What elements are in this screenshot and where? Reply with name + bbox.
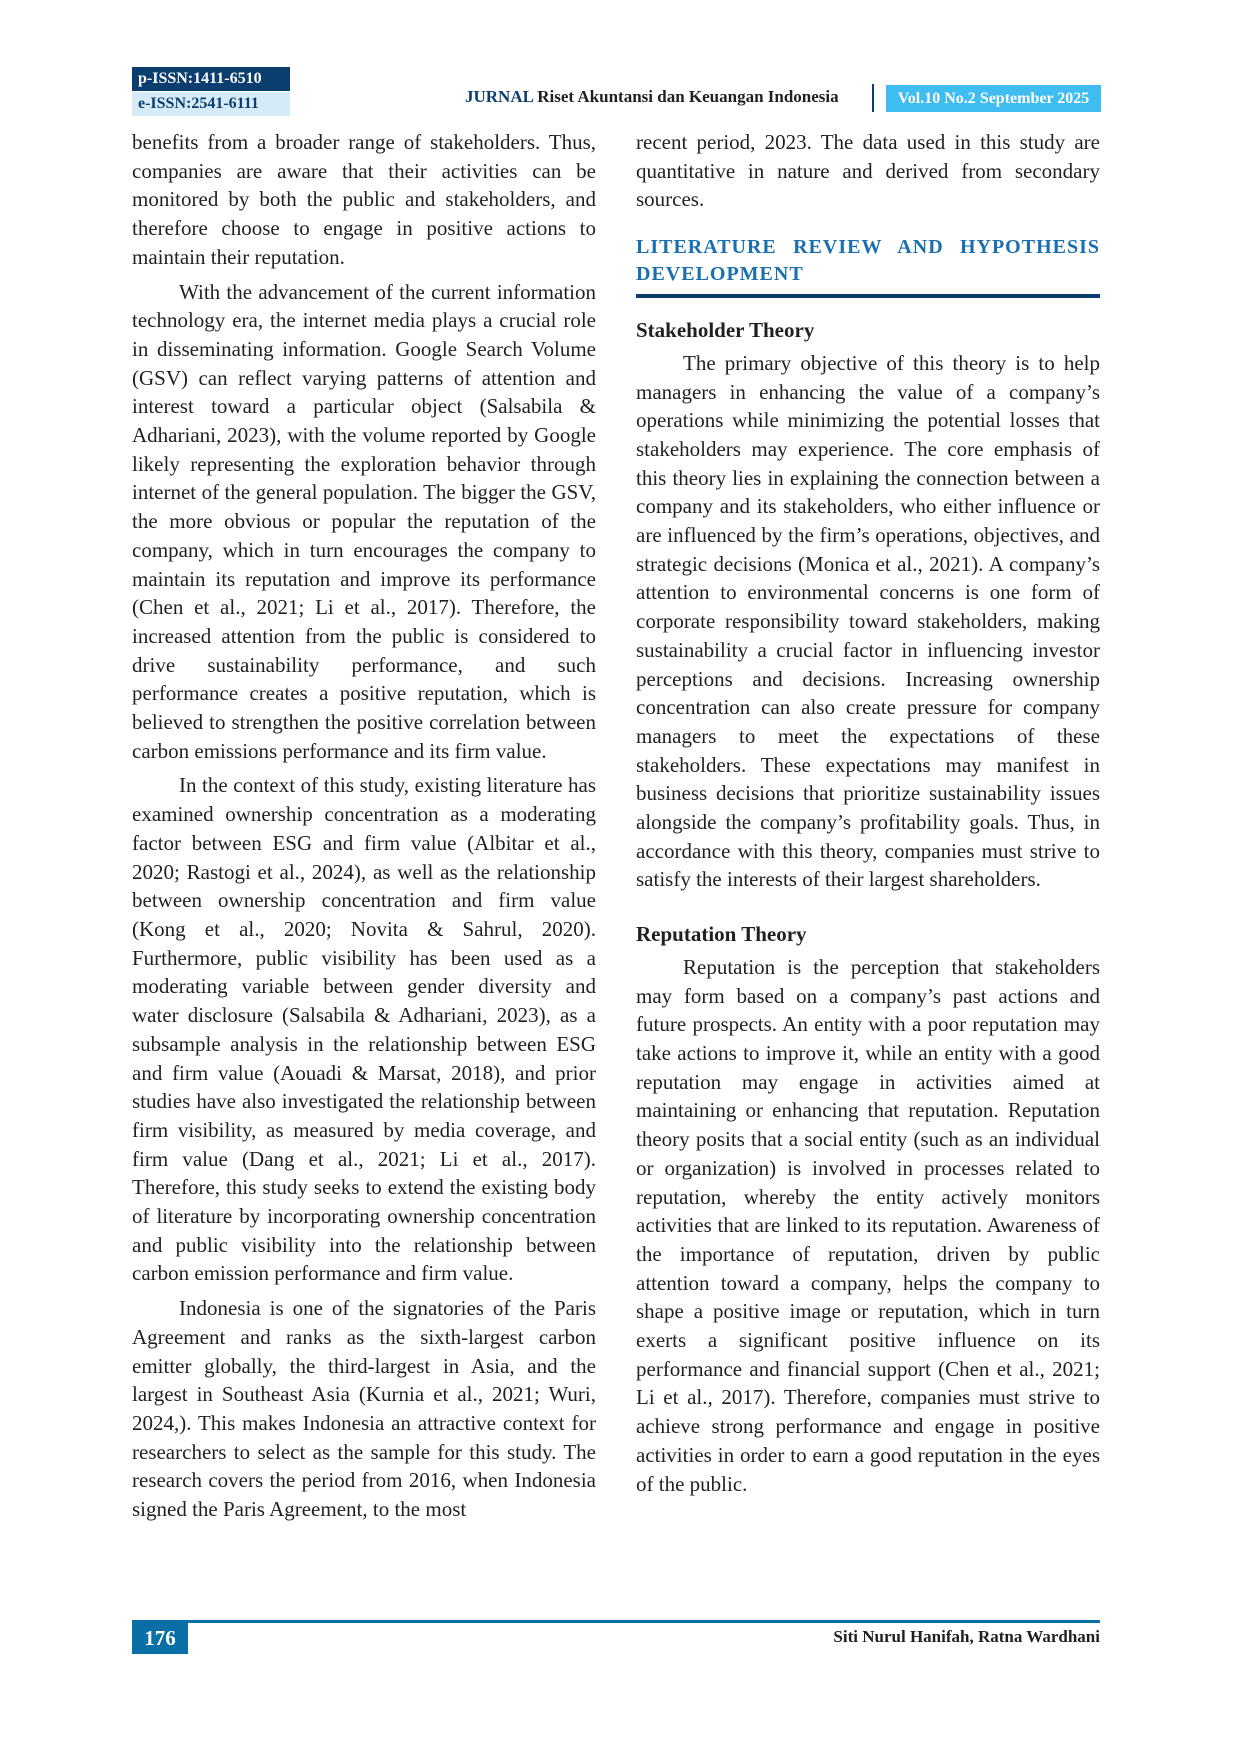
subsection-heading: Stakeholder Theory (636, 318, 815, 343)
paragraph: In the context of this study, existing literature has examined ownership concentration as a moderating factor between ESG and firm value (Albitar et al., 2020; Rastogi et al., 2024), as well as the relationship between ownership concentration and firm value (Kong et al., 2020; Novita & Sahrul, 2020). Furthermore, public visibility has been used as a moderating variable between gender diversity and water disclosure (Salsabila & Adhariani, 2023), as a subsample analysis in the relationship between ESG and firm value (Aouadi & Marsat, 2018), and prior studies have also investigated the relationship between firm visibility, as measured by media coverage, and firm value (Dang et al., 2021; Li et al., 2017). Therefore, this study seeks to extend the existing body of literature by incorporating ownership concentration and public visibility into the relationship between carbon emission performance and firm value. (132, 773, 596, 1286)
volume-badge: Vol.10 No.2 September 2025 (886, 85, 1101, 112)
journal-prefix: JURNAL (465, 87, 534, 106)
paragraph: benefits from a broader range of stakeholders. Thus, companies are aware that their activities can be monitored by both the public and stakeholders, and therefore choose to engage in positive actions to maintain their reputation. (132, 130, 596, 269)
footer-authors: Siti Nurul Hanifah, Ratna Wardhani (833, 1627, 1100, 1646)
paragraph: The primary objective of this theory is to help managers in enhancing the value of a company’s operations while minimizing the potential losses that stakeholders may experience. The core emphasis of this theory lies in explaining the connection between a company and its stakeholders, who either influence or are influenced by the firm’s operations, objectives, and strategic decisions (Monica et al., 2021). A company’s attention to environmental concerns is one form of corporate responsibility toward stakeholders, making sustainability a crucial factor in influencing investor perceptions and decisions. Increasing ownership concentration can also create pressure for company managers to meet the expectations of these stakeholders. These expectations may manifest in business decisions that prioritize sustainability issues alongside the company’s profitability goals. Thus, in accordance with this theory, companies must strive to satisfy the interests of their largest shareholders. (636, 350, 1100, 892)
header-divider (872, 84, 874, 112)
journal-name: Riset Akuntansi dan Keuangan Indonesia (537, 87, 839, 106)
left-column (132, 128, 596, 1530)
journal-title (465, 87, 839, 107)
e-issn-label: e-ISSN:2541-6111 (132, 92, 290, 116)
paragraph: With the advancement of the current information technology era, the internet media plays a crucial role in disseminating information. Google Search Volume (GSV) can reflect varying patterns of attention and interest toward a particular object (Salsabila & Adhariani, 2023), with the volume reported by Google likely representing the exploration behavior through internet of the general population. The bigger the GSV, the more obvious or popular the reputation of the company, which in turn encourages the company to maintain its reputation and improve its performance (Chen et al., 2021; Li et al., 2017). Therefore, the increased attention from the public is considered to drive sustainability performance, and such performance creates a positive reputation, which is believed to strengthen the positive correlation between carbon emissions performance and its firm value. (132, 279, 596, 763)
paragraph: recent period, 2023. The data used in this study are quantitative in nature and derived from secondary sources. (636, 130, 1100, 212)
page-number: 176 (132, 1622, 188, 1654)
section-heading: LITERATURE REVIEW AND HYPOTHESIS DEVELOPMENT (636, 236, 1100, 286)
p-issn-label: p-ISSN:1411-6510 (132, 67, 290, 91)
paragraph: Indonesia is one of the signatories of the Paris Agreement and ranks as the sixth-largest carbon emitter globally, the third-largest in Asia, and the largest in Southeast Asia (Kurnia et al., 2021; Wuri, 2024,). This makes Indonesia an attractive context for researchers to select as the sample for this study. The research covers the period from 2016, when Indonesia signed the Paris Agreement, to the most (132, 1296, 596, 1522)
paragraph: Reputation is the perception that stakeholders may form based on a company’s past actions and future prospects. An entity with a poor reputation may take actions to improve it, while an entity with a good reputation may engage in activities aimed at maintaining or enhancing that reputation. Reputation theory posits that a social entity (such as an individual or organization) is involved in processes related to reputation, whereby the entity actively monitors activities that are linked to its reputation. Awareness of the importance of reputation, driven by public attention toward a company, helps the company to shape a positive image or reputation, which in turn exerts a significant positive influence on its performance and financial support (Chen et al., 2021; Li et al., 2017). Therefore, companies must strive to achieve strong performance and engage in positive activities in order to earn a good reputation in the eyes of the public. (636, 954, 1100, 1496)
right-column (636, 128, 1100, 1504)
section-rule (636, 294, 1100, 298)
footer-rule (132, 1620, 1100, 1623)
subsection-heading: Reputation Theory (636, 922, 807, 947)
